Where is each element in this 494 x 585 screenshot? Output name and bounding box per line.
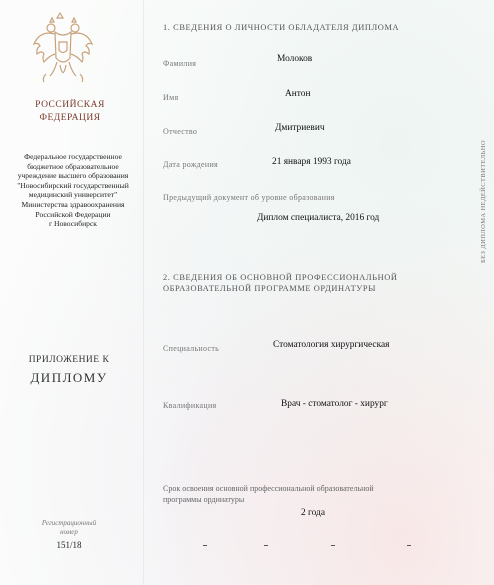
qualification-value: Врач - стоматолог - хирург <box>281 399 388 409</box>
org-line: учреждение высшего образования <box>17 171 129 181</box>
country-line-1: РОССИЙСКАЯ <box>35 100 105 110</box>
dash-mark <box>264 545 268 546</box>
program-term-label <box>163 483 374 505</box>
org-line: "Новосибирский государственный <box>17 180 129 190</box>
dash-mark <box>331 545 335 546</box>
section-1-title: 1. СВЕДЕНИЯ О ЛИЧНОСТИ ОБЛАДАТЕЛЯ ДИПЛОМА <box>163 23 400 32</box>
appendix-heading-line-1: ПРИЛОЖЕНИЕ К <box>28 355 110 365</box>
appendix-heading-line-2: ДИПЛОМУ <box>30 370 108 385</box>
org-line: Федеральное государственное <box>24 152 122 161</box>
program-term-value: 2 года <box>301 508 325 518</box>
vertical-side-text <box>480 140 492 580</box>
registration-label-line-1: Регистрационный <box>41 519 97 527</box>
previous-document-value: Диплом специалиста, 2016 год <box>257 213 380 223</box>
surname-value: Молоков <box>277 54 313 64</box>
registration-number: 151/18 <box>56 540 82 550</box>
country-line-2: ФЕДЕРАЦИЯ <box>39 113 101 123</box>
birthdate-label: Дата рождения <box>163 160 219 169</box>
double-headed-eagle-icon <box>30 10 96 90</box>
name-label: Имя <box>163 93 179 102</box>
org-line: г Новосибирск <box>48 219 98 229</box>
org-line: медицинский университет" <box>28 190 118 200</box>
vertical-side-text-content: БЕЗ ДИПЛОМА НЕДЕЙСТВИТЕЛЬНО <box>480 140 487 263</box>
dash-mark <box>203 545 207 546</box>
patronymic-value: Дмитриевич <box>275 123 325 133</box>
previous-document-label: Предыдущий документ об уровне образования <box>163 193 335 202</box>
birthdate-value: 21 января 1993 года <box>272 157 351 167</box>
dash-mark <box>407 545 411 546</box>
country-name <box>20 99 120 125</box>
org-line: Российской Федерации <box>35 209 111 219</box>
left-column <box>0 0 143 585</box>
program-term-label-line-1: Срок освоения основной профессиональной образовательной <box>163 484 374 493</box>
section-2-title-line-1: 2. СВЕДЕНИЯ ОБ ОСНОВНОЙ ПРОФЕССИОНАЛЬНОЙ <box>163 273 398 282</box>
patronymic-label: Отчество <box>163 127 198 136</box>
section-2-title-line-2: ОБРАЗОВАТЕЛЬНОЙ ПРОГРАММЕ ОРДИНАТУРЫ <box>163 284 376 293</box>
org-line: бюджетное образовательное <box>27 161 119 171</box>
specialty-label: Специальность <box>163 344 220 353</box>
name-value: Антон <box>285 89 311 99</box>
registration-label <box>30 519 108 537</box>
qualification-label: Квалификация <box>163 401 217 410</box>
org-line: Министерства здравоохранения <box>21 199 125 209</box>
program-term-label-line-2: программы ординатуры <box>163 495 245 504</box>
registration-label-line-2: номер <box>60 528 78 536</box>
section-2-title <box>163 272 398 294</box>
specialty-value: Стоматология хирургическая <box>273 340 390 350</box>
organization-block <box>16 152 130 229</box>
column-divider <box>143 0 144 585</box>
surname-label: Фамилия <box>163 59 197 68</box>
